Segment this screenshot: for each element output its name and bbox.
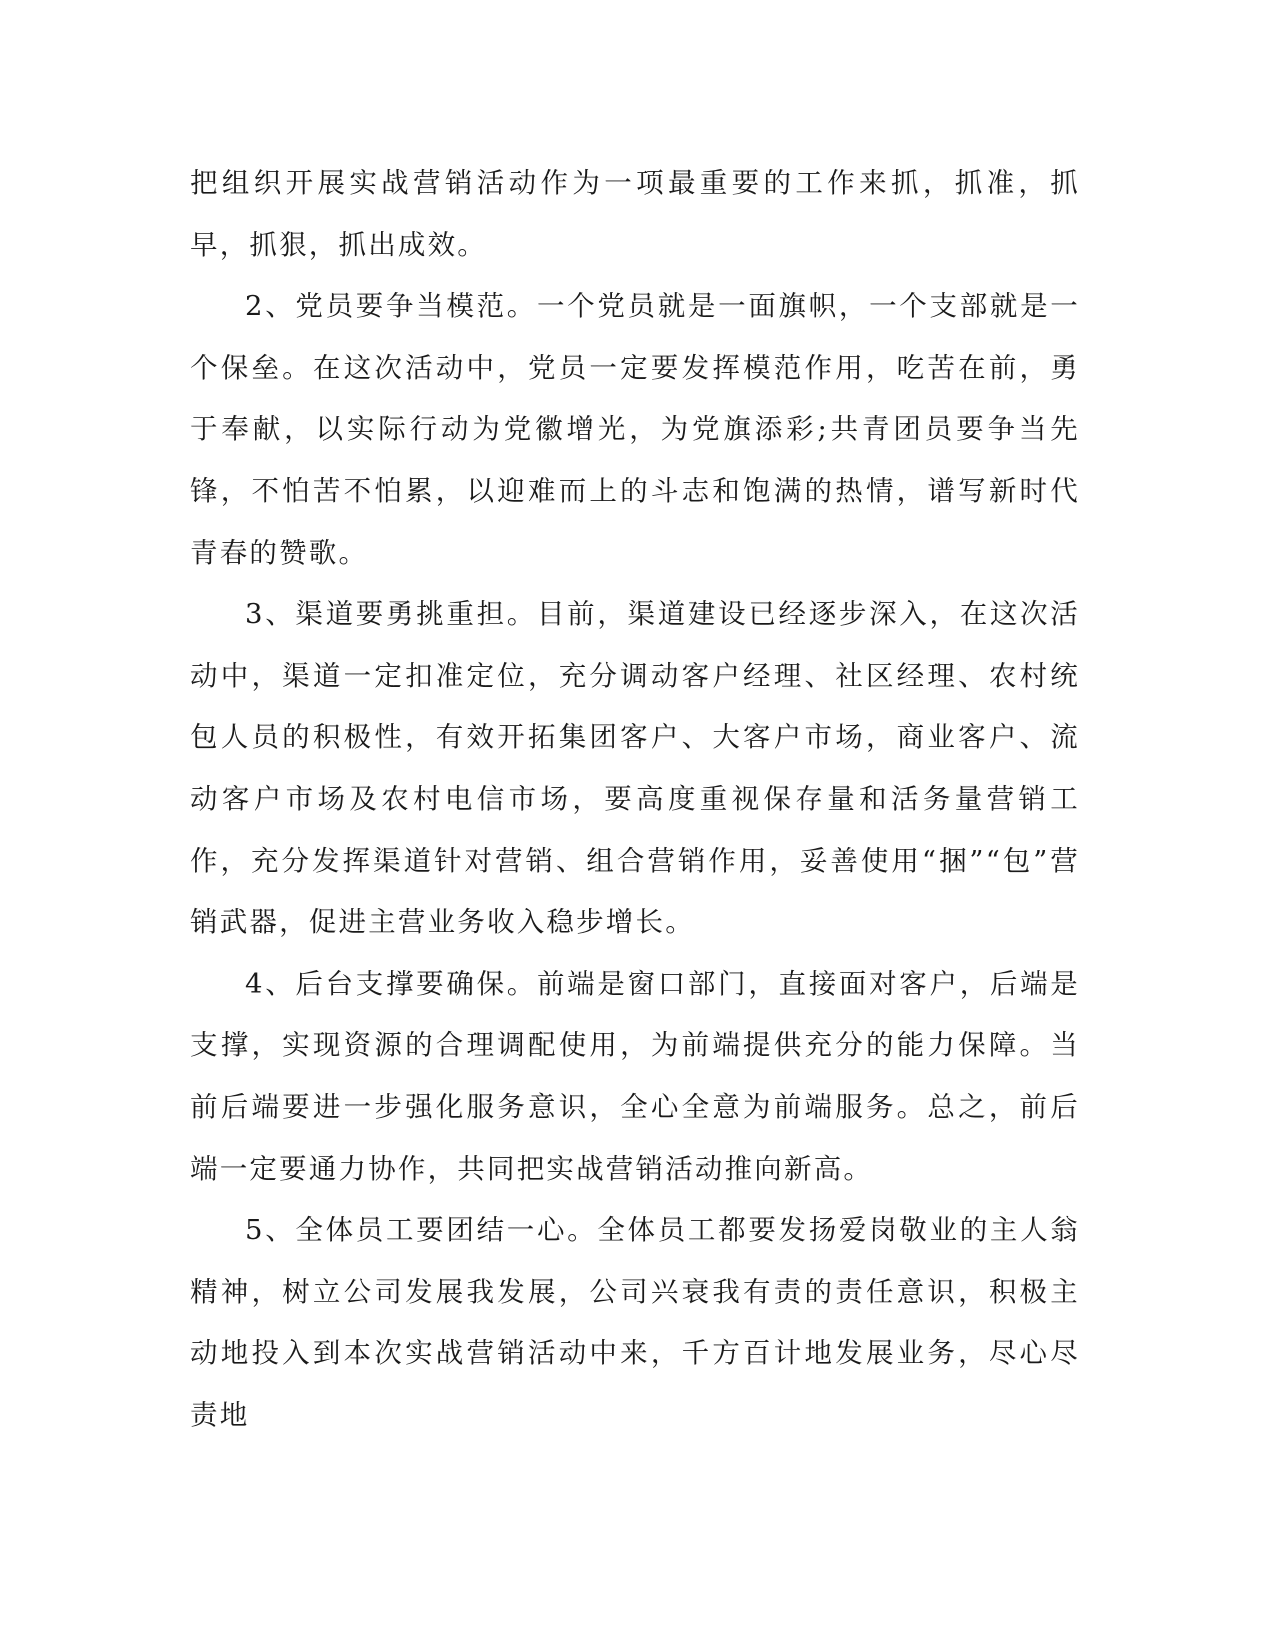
paragraph-item-2: 2、党员要争当模范。一个党员就是一面旗帜，一个支部就是一个保垒。在这次活动中，党员一定要发挥模范作用，吃苦在前，勇于奉献，以实际行动为党徽增光，为党旗添彩;共青团员要争当先锋，不怕苦不怕累，以迎难而上的斗志和饱满的热情，谱写新时代青春的赞歌。 xyxy=(190,290,1080,569)
document-body xyxy=(190,153,1080,1446)
paragraph-item-4: 4、后台支撑要确保。前端是窗口部门，直接面对客户，后端是支撑，实现资源的合理调配使用，为前端提供充分的能力保障。当前后端要进一步强化服务意识，全心全意为前端服务。总之，前后端一定要通力协作，共同把实战营销活动推向新高。 xyxy=(190,967,1080,1185)
paragraph-continuation: 把组织开展实战营销活动作为一项最重要的工作来抓，抓准，抓早，抓狠，抓出成效。 xyxy=(190,167,1080,261)
paragraph-item-3: 3、渠道要勇挑重担。目前，渠道建设已经逐步深入，在这次活动中，渠道一定扣准定位，充分调动客户经理、社区经理、农村统包人员的积极性，有效开拓集团客户、大客户市场，商业客户、流动客户市场及农村电信市场，要高度重视保存量和活务量营销工作，充分发挥渠道针对营销、组合营销作用，妥善使用“捆”“包”营销武器，促进主营业务收入稳步增长。 xyxy=(190,598,1080,939)
paragraph-item-5: 5、全体员工要团结一心。全体员工都要发扬爱岗敬业的主人翁精神，树立公司发展我发展，公司兴衰我有责的责任意识，积极主动地投入到本次实战营销活动中来，千方百计地发展业务，尽心尽责地 xyxy=(190,1214,1080,1431)
